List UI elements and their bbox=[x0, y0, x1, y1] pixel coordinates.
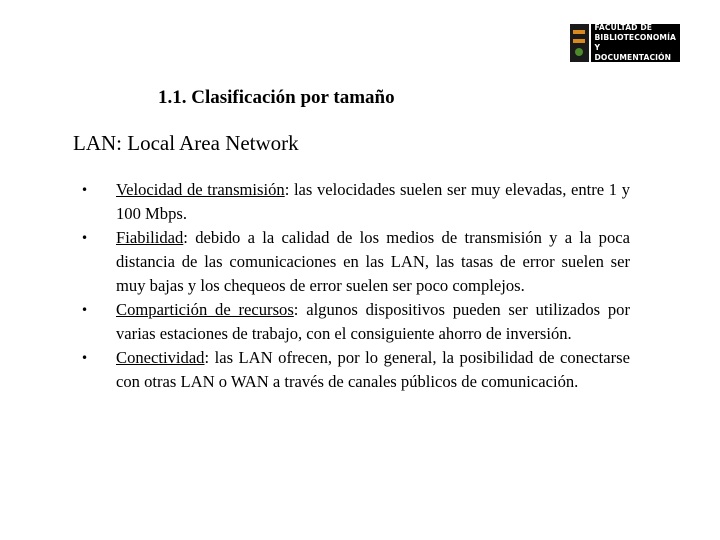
bullet-icon: • bbox=[81, 303, 89, 317]
bullet-term: Fiabilidad bbox=[116, 228, 184, 247]
bullet-text: : algunos dispositivos pueden ser utilizados por varias estaciones de trabajo, con el consiguiente ahorro de inversión. bbox=[116, 300, 631, 343]
logo-text bbox=[591, 24, 681, 62]
bullet-icon: • bbox=[81, 351, 89, 365]
bullet-icon: • bbox=[81, 183, 89, 197]
bullet-text: : las velocidades suelen ser muy elevadas, entre 1 y 100 Mbps. bbox=[116, 180, 630, 223]
bullet-item-conectividad bbox=[78, 346, 630, 394]
bullet-text: : debido a la calidad de los medios de transmisión y a la poca distancia de las comunicaciones en las LAN, las tasas de error suelen ser muy bajas y los chequeos de error suelen ser poco complejos. bbox=[116, 228, 630, 295]
bullet-list bbox=[78, 178, 630, 394]
logo-emblem-dot bbox=[575, 48, 583, 56]
bullet-text: : las LAN ofrecen, por lo general, la posibilidad de conectarse con otras LAN o WAN a través de canales públicos de comunicación. bbox=[116, 348, 630, 391]
logo-emblem-bar bbox=[573, 30, 585, 34]
faculty-logo bbox=[570, 24, 680, 62]
bullet-item-velocidad bbox=[78, 178, 630, 226]
bullet-term: Velocidad de transmisión bbox=[116, 180, 285, 199]
bullet-term: Conectividad bbox=[116, 348, 205, 367]
bullet-item-comparticion bbox=[78, 298, 630, 346]
section-title: 1.1. Clasificación por tamaño bbox=[158, 87, 395, 108]
bullet-item-fiabilidad bbox=[78, 226, 630, 298]
logo-emblem bbox=[570, 24, 589, 62]
logo-emblem-bar bbox=[573, 39, 585, 43]
logo-line: BIBLIOTECONOMÍA bbox=[594, 33, 676, 42]
logo-line: FACULTAD DE bbox=[594, 23, 653, 32]
bullet-term: Compartición de recursos bbox=[116, 300, 294, 319]
page-subtitle: LAN: Local Area Network bbox=[73, 131, 299, 155]
bullet-icon: • bbox=[81, 231, 89, 245]
logo-line: Y DOCUMENTACIÓN bbox=[594, 43, 672, 62]
